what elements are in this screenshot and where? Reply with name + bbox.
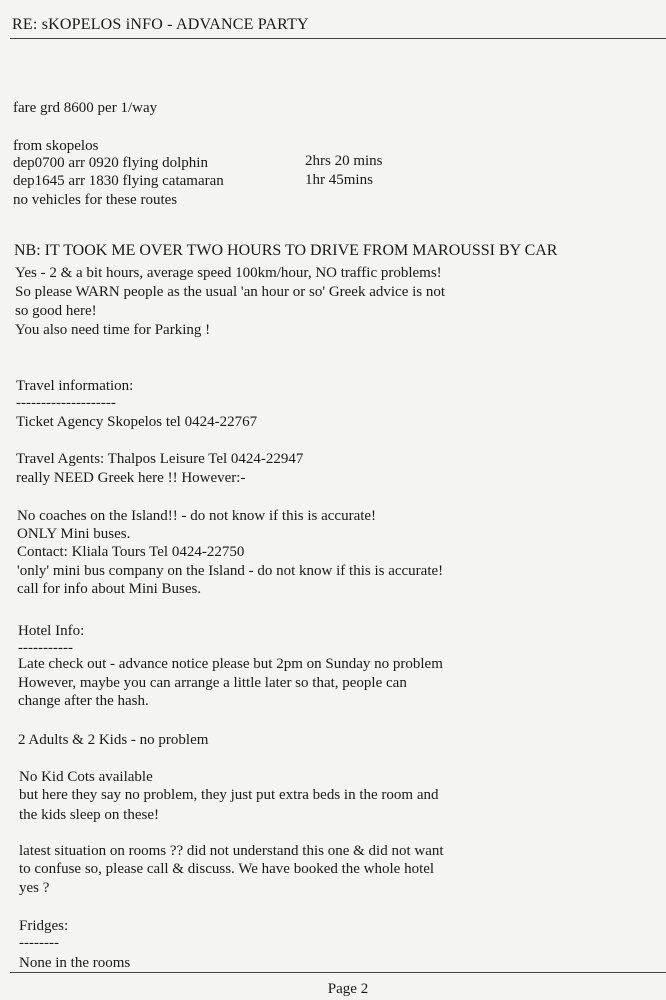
need-greek-line: really NEED Greek here !! However:-	[16, 470, 246, 486]
route-1: dep0700 arr 0920 flying dolphin	[13, 155, 208, 171]
travel-rule: --------------------	[16, 395, 116, 411]
latest-line-2: to confuse so, please call & discuss. We have booked the whole hotel	[19, 861, 435, 877]
page-header-title: RE: sKOPELOS iNFO - ADVANCE PARTY	[12, 16, 309, 33]
route-1-duration: 2hrs 20 mins	[305, 153, 383, 169]
from-heading: from skopelos	[13, 138, 99, 154]
extra-beds-line: but here they say no problem, they just put extra beds in the room and	[19, 787, 439, 803]
nb-line: NB: IT TOOK ME OVER TWO HOURS TO DRIVE FROM MAROUSSI BY CAR	[14, 242, 558, 259]
warn-line-1: So please WARN people as the usual 'an hour or so' Greek advice is not	[15, 284, 446, 300]
no-vehicles-line: no vehicles for these routes	[13, 192, 178, 208]
hotel-heading: Hotel Info:	[18, 623, 85, 639]
change-line: change after the hash.	[18, 693, 149, 709]
route-2-duration: 1hr 45mins	[305, 172, 373, 188]
hotel-rule: -----------	[18, 640, 73, 656]
latest-line-1: latest situation on rooms ?? did not understand this one & did not want	[19, 843, 444, 859]
travel-heading: Travel information:	[16, 378, 134, 394]
fare-line: fare grd 8600 per 1/way	[13, 100, 158, 116]
late-checkout-line: Late check out - advance notice please but 2pm on Sunday no problem	[18, 656, 443, 672]
fridges-rule: --------	[19, 935, 59, 951]
only-mini-line: ONLY Mini buses.	[17, 526, 131, 542]
latest-line-3: yes ?	[19, 880, 50, 896]
yes-line: Yes - 2 & a bit hours, average speed 100km/hour, NO traffic problems!	[15, 265, 442, 281]
parking-line: You also need time for Parking !	[15, 322, 211, 338]
fridges-none-line: None in the rooms	[19, 955, 131, 971]
travel-agents-line: Travel Agents: Thalpos Leisure Tel 0424-22947	[16, 451, 304, 467]
adults-kids-line: 2 Adults & 2 Kids - no problem	[18, 732, 209, 748]
route-2: dep1645 arr 1830 flying catamaran	[13, 173, 224, 189]
header-rule	[10, 38, 666, 39]
however-line: However, maybe you can arrange a little later so that, people can	[18, 675, 407, 691]
contact-line: Contact: Kliala Tours Tel 0424-22750	[17, 544, 245, 560]
warn-line-2: so good here!	[15, 303, 97, 319]
call-info-line: call for info about Mini Buses.	[17, 581, 202, 597]
only-company-line: 'only' mini bus company on the Island - do not know if this is accurate!	[17, 563, 444, 579]
no-cots-line: No Kid Cots available	[19, 769, 153, 785]
ticket-agency-line: Ticket Agency Skopelos tel 0424-22767	[16, 414, 258, 430]
footer-rule	[10, 972, 666, 973]
kids-sleep-line: the kids sleep on these!	[19, 807, 159, 823]
fridges-heading: Fridges:	[19, 918, 69, 934]
no-coaches-line: No coaches on the Island!! - do not know if this is accurate!	[17, 508, 377, 524]
page-number: Page 2	[327, 981, 369, 997]
